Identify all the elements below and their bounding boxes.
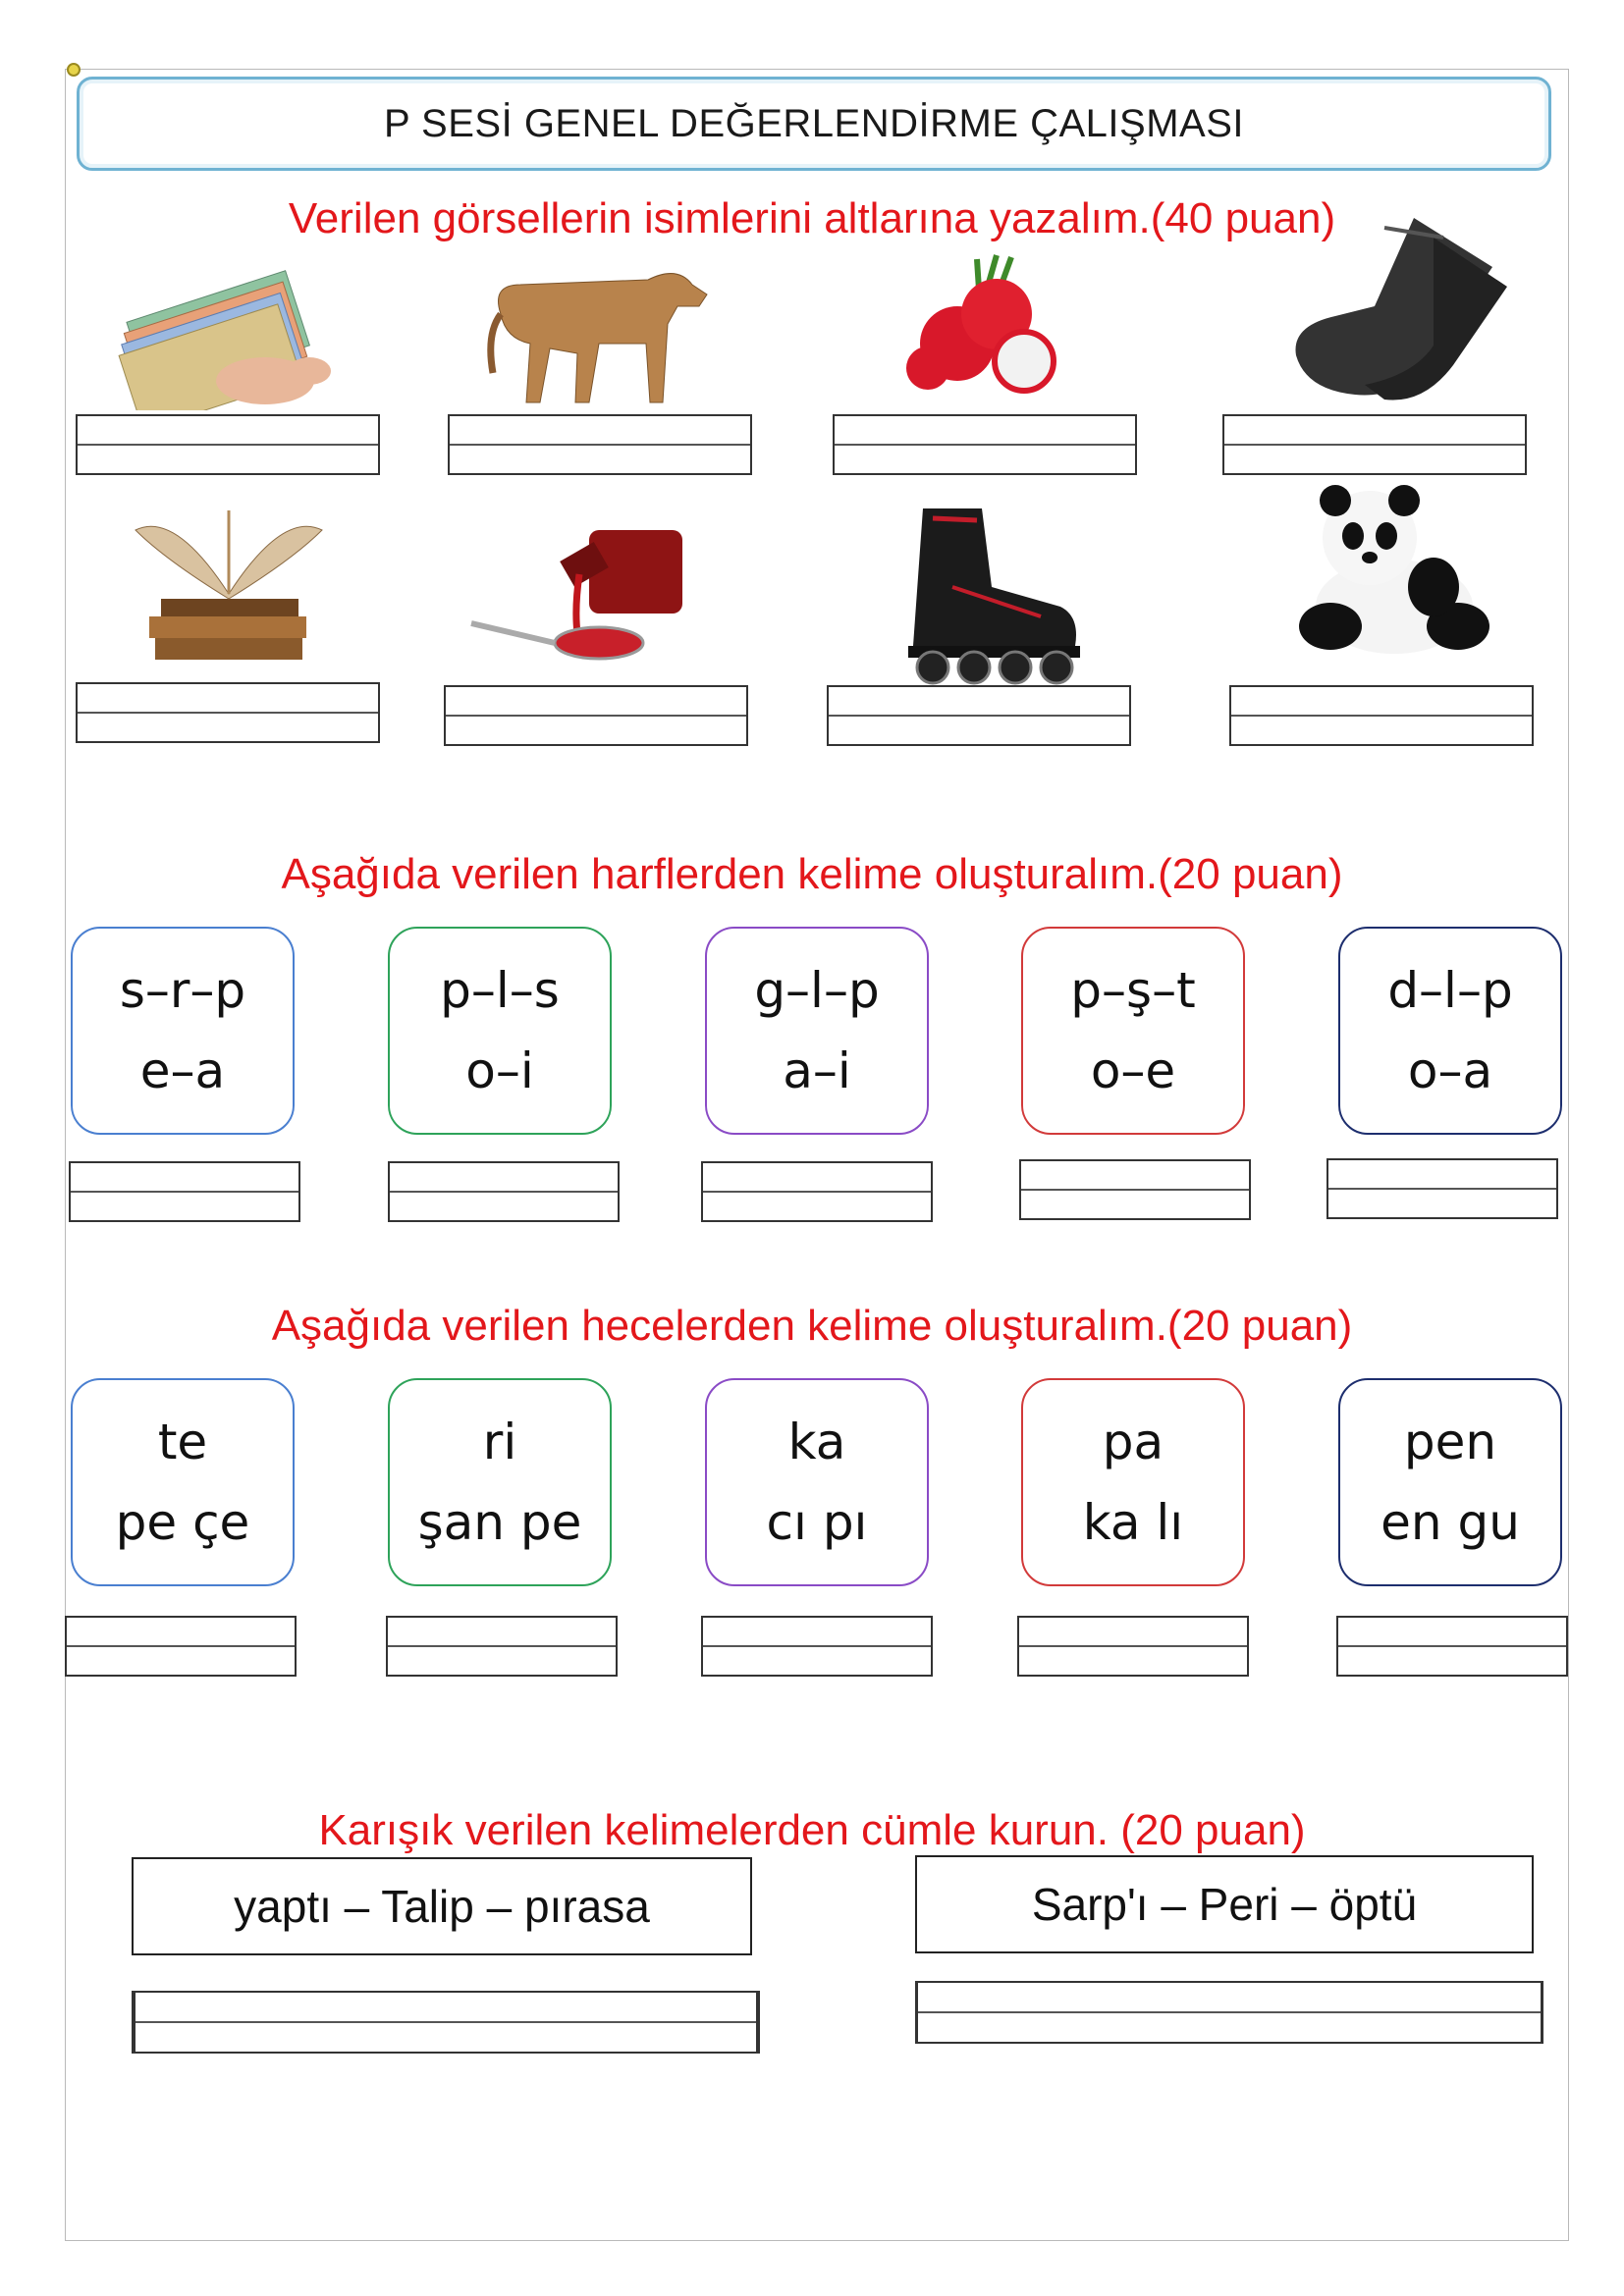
answer-line-19[interactable] (132, 1991, 760, 2054)
syllable-tile-3 (705, 1378, 929, 1586)
tile-syllables: pe çe (115, 1494, 250, 1551)
tile-letters: d–l–p (1387, 962, 1513, 1019)
section3-heading: Aşağıda verilen hecelerden kelime oluşturalım.(20 puan) (271, 1302, 1353, 1350)
book-pile-image (116, 491, 342, 667)
answer-line-12[interactable] (1019, 1159, 1251, 1220)
answer-line-17[interactable] (1017, 1616, 1249, 1677)
section2-heading: Aşağıda verilen harflerden kelime oluşturalım.(20 puan) (281, 850, 1343, 898)
tile-letters: p–l–s (440, 962, 560, 1019)
tile-letters: p–ş–t (1070, 962, 1196, 1019)
letter-tile-2 (388, 927, 612, 1135)
answer-line-5[interactable] (76, 682, 380, 743)
tile-syllable: te (157, 1414, 208, 1470)
answer-line-20[interactable] (915, 1981, 1543, 2044)
letter-tile-1 (71, 927, 295, 1135)
letter-tile-4 (1021, 927, 1245, 1135)
letter-tile-3 (705, 927, 929, 1135)
syrup-spoon-image (461, 520, 687, 667)
answer-line-2[interactable] (448, 414, 752, 475)
scrambled-words: Sarp'ı – Peri – öptü (1031, 1879, 1418, 1930)
pin-icon (67, 63, 81, 77)
answer-line-9[interactable] (69, 1161, 300, 1222)
page-title: P SESİ GENEL DEĞERLENDİRME ÇALIŞMASI (383, 101, 1245, 145)
section1-heading: Verilen görsellerin isimlerini altlarına yazalım.(40 puan) (288, 194, 1336, 242)
answer-line-15[interactable] (386, 1616, 618, 1677)
answer-line-6[interactable] (444, 685, 748, 746)
puma-image (481, 245, 717, 412)
tile-syllables: ka lı (1082, 1494, 1184, 1551)
answer-line-4[interactable] (1222, 414, 1527, 475)
tile-letters: s–r–p (119, 962, 246, 1019)
answer-line-11[interactable] (701, 1161, 933, 1222)
letter-tile-5 (1338, 927, 1562, 1135)
syllable-tile-5 (1338, 1378, 1562, 1586)
syllable-tile-2 (388, 1378, 612, 1586)
answer-line-3[interactable] (833, 414, 1137, 475)
tile-syllable: ri (482, 1414, 517, 1470)
radish-image (889, 245, 1075, 407)
tile-syllables: en gu (1380, 1494, 1520, 1551)
tile-vowels: o–e (1090, 1042, 1176, 1099)
answer-line-7[interactable] (827, 685, 1131, 746)
answer-line-14[interactable] (65, 1616, 297, 1677)
title-banner (77, 77, 1551, 171)
tile-vowels: o–i (465, 1042, 534, 1099)
tile-vowels: o–a (1407, 1042, 1493, 1099)
panda-image (1286, 479, 1502, 656)
syllable-tile-1 (71, 1378, 295, 1586)
answer-line-8[interactable] (1229, 685, 1534, 746)
answer-line-13[interactable] (1326, 1158, 1558, 1219)
tile-syllable: pen (1403, 1414, 1497, 1470)
tile-syllable: ka (787, 1414, 846, 1470)
tile-letters: g–l–p (754, 962, 880, 1019)
tile-vowels: e–a (139, 1042, 226, 1099)
money-banknotes-image (98, 253, 353, 410)
answer-line-10[interactable] (388, 1161, 620, 1222)
scrambled-words: yaptı – Talip – pırasa (234, 1881, 650, 1932)
tile-vowels: a–i (783, 1042, 851, 1099)
answer-line-16[interactable] (701, 1616, 933, 1677)
answer-line-18[interactable] (1336, 1616, 1568, 1677)
scrambled-sentence-box-1 (132, 1857, 752, 1955)
tile-syllables: cı pı (766, 1494, 868, 1551)
answer-line-1[interactable] (76, 414, 380, 475)
tile-syllables: şan pe (417, 1494, 582, 1551)
tile-syllable: pa (1102, 1414, 1164, 1470)
syllable-tile-4 (1021, 1378, 1245, 1586)
socks-image (1267, 208, 1522, 409)
section4-heading: Karışık verilen kelimelerden cümle kurun. (20 puan) (318, 1806, 1306, 1854)
scrambled-sentence-box-2 (915, 1855, 1534, 1953)
roller-skate-image (893, 499, 1090, 685)
